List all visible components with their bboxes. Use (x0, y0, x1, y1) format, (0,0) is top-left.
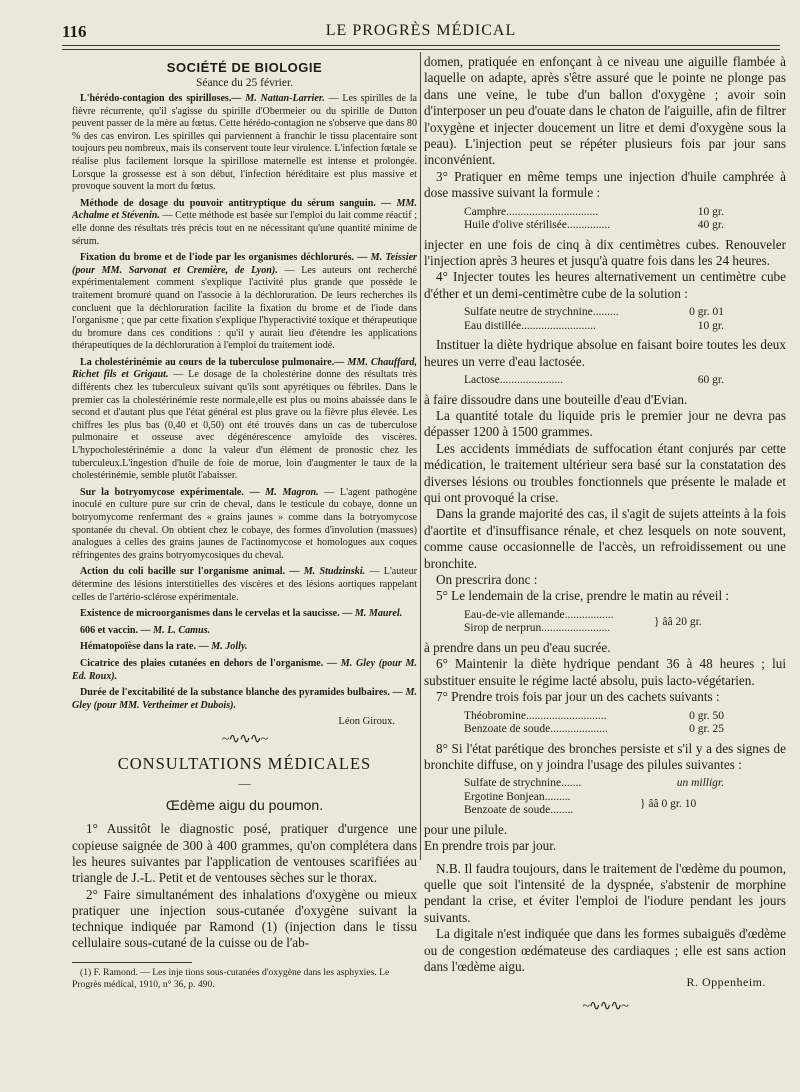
entry-title: Méthode de dosage du pouvoir antitryptique du sérum sanguin. (80, 197, 376, 209)
rx-line (464, 374, 724, 388)
rx-line (464, 219, 724, 233)
rx-brace-group (464, 791, 724, 818)
rx-ingredient: Benzoate de soude.................... (464, 723, 608, 735)
rx-line: Eau-de-vie allemande................. (464, 608, 614, 621)
rx-quantity: 10 gr. (697, 319, 724, 332)
societe-entry (72, 566, 417, 604)
paragraph-5: La quantité totale du liquide pris le premier jour ne devra pas dépasser 1200 à 1500 grammes. (424, 408, 786, 440)
rx-ingredient: Sulfate neutre de strychnine......... (464, 306, 619, 319)
consultations-title: CONSULTATIONS MÉDICALES (117, 754, 372, 774)
rx-line: Benzoate de soude........ (464, 804, 574, 817)
rx-line (464, 320, 724, 334)
page-number: 116 (62, 22, 87, 41)
societe-title: SOCIÉTÉ DE BIOLOGIE (166, 60, 323, 75)
prescription-lactose (464, 374, 724, 388)
entry-authors: — M. Teissier (pour MM. Sarvonat et Cremière, de Lyon). (72, 252, 417, 276)
author-signature: R. Oppenheim. (686, 975, 766, 990)
societe-entry (72, 641, 417, 654)
paragraph-4: 4° Injecter toutes les heures alternativement un centimètre cube d'éther et un demi-centimètre cube de la solution : (424, 269, 786, 301)
paragraph-4b: Instituer la diète hydrique absolue en faisant boire toutes les deux heures un verre d'eau lactosée. (424, 337, 786, 369)
entry-title: Fixation du brome et de l'iode par les organismes déchlorurés. (80, 252, 355, 264)
prescription-theobromine (464, 710, 724, 737)
right-column (424, 54, 786, 1044)
consultations-dash: — (238, 776, 251, 791)
page-header (62, 22, 780, 46)
entry-authors: — MM. Chauffard, Richet fils et Grigaut. (72, 356, 417, 381)
societe-entry (72, 608, 417, 621)
paragraph-12: 8° Si l'état parétique des bronches persiste et s'il y a des signes de bronchite diffuse, on y joindra l'usage des pilules suivantes : (424, 740, 786, 772)
entry-title: Durée de l'excitabilité de la substance blanche des pyramides bulbaires. (80, 687, 390, 699)
rx-quantity: 60 gr. (697, 374, 724, 387)
entry-text: — Les auteurs ont recherché expérimentalement comment s'explique l'activité plus grande que possède le traitement bromuré quand on l'associe à la déchloruration. De leurs recherches ils concluent que la déchloruration facilite la fixation du brome et de l'iode dans l'organisme ; que par cette fixation s'explique l'hyperactivité toxique et thérapeutique du bromure dans ces conditions : qu'il y aurait lieu d'étendre les applications thérapeutiques de la déchloruration à l'emploi du traitement iodé. (72, 264, 417, 352)
footnote-rule (72, 962, 192, 963)
paragraph-1: 1° Aussitôt le diagnostic posé, pratiquer d'urgence une copieuse saignée de 300 à 400 grammes, qu'on complétera dans les heures suivantes par l'application de ventouses scarifiées au triangle de J.-L. Petit et de ventouses sèches sur le thorax. (72, 821, 417, 886)
paragraph-3: 3° Pratiquer en même temps une injection d'huile camphrée à dose massive suivant la formule : (424, 168, 786, 201)
rx-line: Ergotine Bonjean......... (464, 790, 571, 803)
rx-line: Sulfate de strychnine....... un milligr. (464, 777, 724, 790)
entry-title: Cicatrice des plaies cutanées en dehors de l'organisme. (80, 657, 324, 669)
paragraph-digitale: La digitale n'est indiquée que dans les formes subaiguës d'œdème ou de congestion œdémateuse des cardiaques ; elle est sans action dans l'œdème aigu. (424, 926, 786, 975)
societe-entry (72, 252, 417, 353)
paragraph-8: On prescrira donc : (436, 572, 538, 588)
paragraph-7: Dans la grande majorité des cas, il s'agit de sujets atteints à la fois d'aortite et d'insuffisance rénale, et chez lesquels on note souvent, comme cause occasionnelle de l'accès, un refroidissement ou une bronchite. (424, 506, 786, 571)
rx-line (464, 723, 724, 737)
rx-line (464, 206, 724, 220)
footnote: (1) F. Ramond. — Les inje tions sous-cutanées d'oxygène dans les asphyxies. Le Progrès médical, 1910, n° 36, p. 490. (72, 966, 390, 990)
rx-quantity: 0 gr. 01 (689, 306, 724, 319)
entry-title: Existence de microorganismes dans le cervelas et la saucisse. (80, 608, 340, 620)
paragraph-13: pour une pilule. (424, 821, 508, 837)
rx-ingredient: Théobromine............................ (464, 709, 607, 722)
seance-date: Séance du 25 février. (195, 77, 294, 89)
entry-authors: — M. Maurel. (339, 608, 403, 620)
societe-entry (72, 625, 417, 638)
paragraph-2-continued: domen, pratiquée en enfonçant à ce niveau une aiguille flambée à laquelle on adapte, après s'être assuré que le pointe ne plonge pas dans une veine, le tube d'un ballon d'oxygène ; avoir soin d'interposer un peu d'ouate dans le chaton de l'aiguille, afin de filtrer l'oxygène et injecter doucement un litre et demi d'oxygène sous la peau). L'injection peut se répéter plusieurs fois par jour sans inconvénient. (424, 54, 786, 168)
journal-title: LE PROGRÈS MÉDICAL (325, 22, 517, 39)
entry-title: La cholestérinémie au cours de la tuberculose pulmonaire. (80, 356, 335, 368)
end-flourish: ~∿∿∿~ (582, 999, 628, 1015)
paragraph-4c: à faire dissoudre dans une bouteille d'eau d'Evian. (424, 391, 688, 407)
entry-authors: — M. Magron. (243, 486, 319, 498)
left-column (72, 54, 417, 1079)
societe-entry (72, 658, 417, 683)
rx-ingredient: Huile d'olive stérilisée............... (464, 219, 611, 232)
header-rule-bottom (62, 49, 780, 50)
entry-title: Action du coli bacille sur l'organisme animal. (80, 566, 286, 578)
entry-text: — L'auteur détermine des lésions interstitielles des viscères et des lésions aortiques rappelant celles de l'artério-sclérose expérimentale. (72, 566, 417, 603)
column-divider (420, 52, 421, 860)
prescription-eau-de-vie (464, 609, 724, 636)
rx-line (464, 710, 724, 724)
societe-entry (72, 198, 417, 248)
entry-text: — Le dosage de la cholestérine donne des résultats très différents chez les tuberculeux suivant qu'ils sont apyrétiques ou fébriles. Dans le premier cas la cholestérinémie reste normale,elle est plus ou moins abaissée dans le second et d'autant plus que l'état général est plus grave ou la fièvre plus élevée. Les chiffres les plus bas (0,40 et 0,50) ont été trouvés dans un cas de tuberculose pulmonaire et osseuse avec dégénérescence amyloïde des viscères. L'hypocholestérinémie a donc la valeur d'un élément de pronostic chez les tuberculeux.L'ingestion d'huile de foie de morue, loin d'augmenter le taux de la cholestérinémie, semble plutôt l'abaisser. (72, 369, 417, 482)
entry-text: — Cette méthode est basée sur l'emploi du lait comme réactif ; elle donne des résultats très précis tout en ne nécessitant qu'une quantité minime de sérum. (72, 210, 417, 247)
entry-authors: — MM. Achalme et Stévenin. (72, 197, 417, 222)
prescription-camphre (464, 206, 724, 233)
rx-quantity: 10 gr. (697, 205, 724, 218)
paragraph-6: Les accidents immédiats de suffocation étant conjurés par cette médication, le traitement ultérieur sera basé sur la constatation des diverses lésions ou troubles fonctionnels que présente le malade et qui ont provoqué la crise. (424, 440, 786, 506)
entry-title: L'hérédo-contagion des spirilloses. (80, 93, 232, 104)
paragraph-14: En prendre trois par jour. (424, 838, 557, 854)
entry-text: — L'agent pathogène inoculé en culture pure sur crin de cheval, dans le testicule du cobaye, donne un botryomycome renfermant des « grains jaunes » comme dans la botryomycose spontanée du cheval. On obtient chez le cobaye, des formes d'involution (massues) analogues à celles des grains jaunes de l'actinomycose et homologues aux coques réfringentes des grains botryomycosiques du cheval. (72, 486, 417, 561)
entry-authors: — M. Nattan-Larrier. (231, 93, 325, 104)
prescription-strychnine (464, 306, 724, 333)
rx-ingredient: Eau distillée.......................... (464, 319, 596, 332)
rx-line: Sirop de nerprun........................ (464, 622, 611, 635)
paragraph-nb: N.B. Il faudra toujours, dans le traitement de l'œdème du poumon, quelle que soit l'intensité de la dyspnée, s'abstenir de morphine pendant la crise, et éviter l'emploi de l'iodure pendant les jours suivants. (424, 860, 786, 925)
section-flourish: ~∿∿∿~ (221, 732, 268, 748)
entry-authors: — M. Gley (pour M. Ed. Roux). (72, 657, 417, 682)
societe-entry (72, 93, 417, 194)
paragraph-10: 6° Maintenir la diète hydrique pendant 36 à 48 heures ; lui substituer ensuite le régime lacté absolu, puis lacto-végétarien. (424, 656, 786, 688)
entry-authors: — M. Gley (pour MM. Vertheimer et Dubois). (72, 687, 417, 711)
rx-ingredient: Lactose...................... (464, 374, 564, 387)
rx-quantity: 0 gr. 50 (689, 709, 724, 722)
article-subtitle: Œdème aigu du poumon. (165, 797, 324, 814)
societe-entries (72, 93, 417, 712)
entry-text: — Les spirilles de la fièvre récurrente, qu'il s'agisse du spirille d'Obermeier ou du spirille de Dutton peuvent passer de la mère au fœtus. Cette hérédo-contagion ne s'observe que dans 80 % des cas environ. Les spirilles qui parviennent à franchir le tissu placentaire sont toujours peu nombreux, mais ils conservent toute leur virulence. L'infection fœtale se réalise plus facilement lorsque la spirillose maternelle est intense et prolongée. Lorsque la grossesse est à son début, l'infection héréditaire est plus massive et provoque souvent la mort du fœtus. (72, 93, 417, 193)
societe-entry (72, 357, 417, 483)
entry-title: 606 et vaccin. (80, 624, 139, 636)
rx-line (464, 306, 724, 320)
prescription-pilules (464, 777, 724, 818)
rx-quantity: 40 gr. (697, 219, 724, 232)
paragraph-11: 7° Prendre trois fois par jour un des cachets suivants : (436, 689, 720, 705)
societe-signature: Léon Giroux. (338, 716, 395, 728)
paragraph-9b: à prendre dans un peu d'eau sucrée. (424, 639, 611, 655)
societe-entry (72, 487, 417, 563)
rx-brace-qty: } ââ 0 gr. 10 (640, 797, 697, 810)
entry-title: Hématopoïèse dans la rate. (80, 641, 197, 653)
entry-authors: — M. Studzinski. (285, 566, 366, 578)
rx-quantity: 0 gr. 25 (689, 723, 724, 735)
entry-title: Sur la botryomycose expérimentale. (80, 486, 244, 498)
header-rule-top (62, 45, 780, 46)
entry-authors: — M. Jolly. (196, 641, 248, 653)
rx-ingredient: Camphre................................ (464, 205, 599, 218)
paragraph-2: 2° Faire simultanément des inhalations d'oxygène ou mieux pratiquer une injection sous-cutanée d'oxygène suivant la technique indiquée par Ramond (1) (injection dans le tissu cellulaire sous-cutané de la cuisse ou de l'ab- (72, 886, 417, 951)
rx-brace-qty: } ââ 20 gr. (654, 615, 702, 628)
societe-entry (72, 687, 417, 712)
paragraph-3b: injecter en une fois de cinq à dix centimètres cubes. Renouveler l'injection après 3 heures et jusqu'à quatre fois dans les 24 heures. (424, 236, 786, 269)
paragraph-9: 5° Le lendemain de la crise, prendre le matin au réveil : (436, 588, 730, 604)
entry-authors: — M. L. Camus. (138, 624, 211, 636)
